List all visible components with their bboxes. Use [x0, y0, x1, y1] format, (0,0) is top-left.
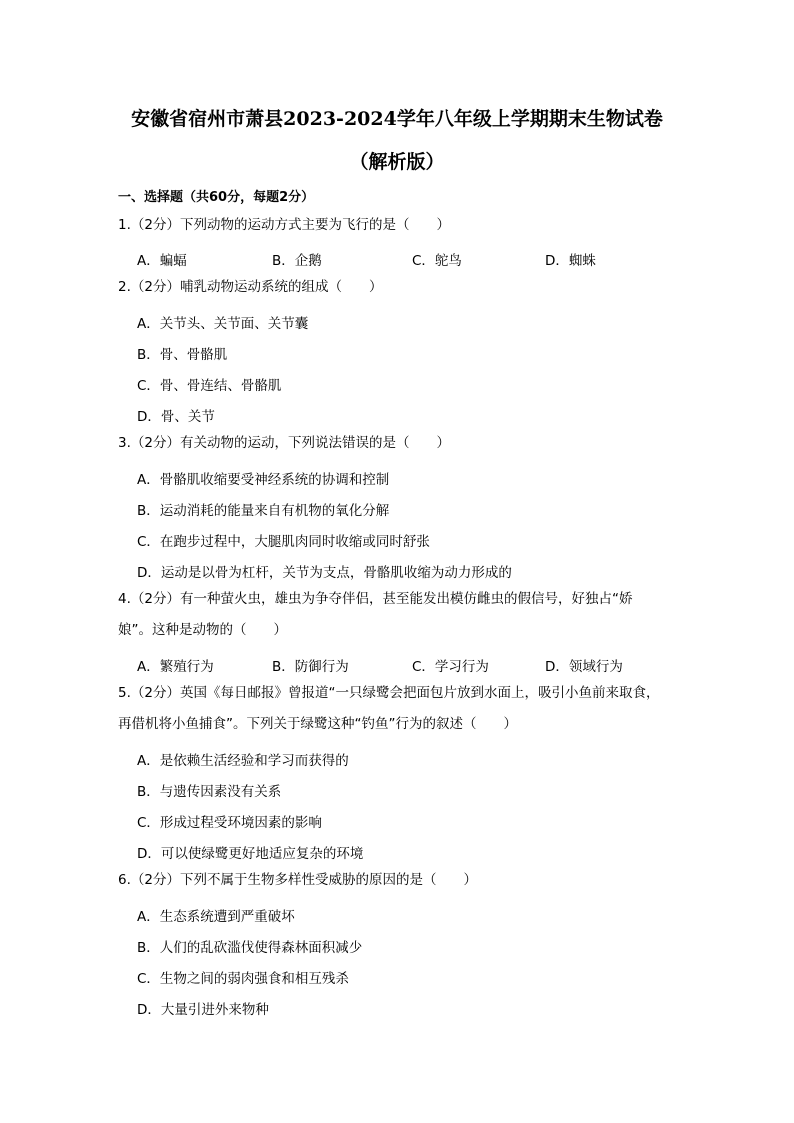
question-2-option-a[interactable]: A．关节头、关节面、关节囊: [137, 316, 309, 332]
question-5-option-a[interactable]: A．是依赖生活经验和学习而获得的: [137, 753, 349, 769]
question-4-option-c[interactable]: C．学习行为: [412, 659, 489, 675]
question-6-option-a[interactable]: A．生态系统遭到严重破坏: [137, 909, 295, 925]
question-6-stem: 6.（2分）下列不属于生物多样性受威胁的原因的是（ ）: [118, 872, 477, 888]
question-5-stem: [118, 678, 678, 740]
question-4-stem-line-2: 娘”。这种是动物的（ ）: [118, 622, 287, 638]
question-2-option-b[interactable]: B．骨、骨骼肌: [137, 347, 228, 363]
question-3-option-d[interactable]: D．运动是以骨为杠杆，关节为支点，骨骼肌收缩为动力形成的: [137, 565, 512, 581]
question-3-option-b[interactable]: B．运动消耗的能量来自有机物的氧化分解: [137, 503, 390, 519]
question-4-option-d[interactable]: D．领域行为: [545, 659, 623, 675]
section-heading: 一、选择题（共60分，每题2分）: [118, 190, 315, 205]
question-6-option-d[interactable]: D．大量引进外来物种: [137, 1002, 269, 1018]
question-1-option-a[interactable]: A．蝙蝠: [137, 253, 187, 269]
question-4-option-b[interactable]: B．防御行为: [272, 659, 349, 675]
question-4-stem: [118, 584, 678, 646]
question-5-option-d[interactable]: D．可以使绿鹭更好地适应复杂的环境: [137, 846, 364, 862]
question-3-option-c[interactable]: C．在跑步过程中，大腿肌肉同时收缩或同时舒张: [137, 534, 430, 550]
exam-title: 安徽省宿州市萧县2023-2024学年八年级上学期期末生物试卷: [131, 108, 663, 130]
question-3-option-a[interactable]: A．骨骼肌收缩要受神经系统的协调和控制: [137, 472, 390, 488]
question-2-stem: 2.（2分）哺乳动物运动系统的组成（ ）: [118, 279, 383, 295]
question-2-option-c[interactable]: C．骨、骨连结、骨骼肌: [137, 378, 282, 394]
question-5-option-b[interactable]: B．与遗传因素没有关系: [137, 784, 282, 800]
question-5-stem-line-1: 5.（2分）英国《每日邮报》曾报道“一只绿鹭会把面包片放到水面上，吸引小鱼前来取食，: [118, 685, 660, 701]
question-5-stem-line-2: 再借机将小鱼捕食”。下列关于绿鹭这种“钓鱼”行为的叙述（ ）: [118, 716, 517, 732]
question-1-option-c[interactable]: C．鸵鸟: [412, 253, 462, 269]
question-1-stem: 1.（2分）下列动物的运动方式主要为飞行的是（ ）: [118, 217, 450, 233]
exam-subtitle: （解析版）: [349, 151, 445, 173]
question-4-option-a[interactable]: A．繁殖行为: [137, 659, 214, 675]
question-4-stem-line-1: 4.（2分）有一种萤火虫，雄虫为争夺伴侣，甚至能发出模仿雌虫的假信号，好独占“娇: [118, 591, 633, 607]
question-1-option-b[interactable]: B．企鹅: [272, 253, 322, 269]
question-6-option-c[interactable]: C．生物之间的弱肉强食和相互残杀: [137, 971, 349, 987]
question-1-option-d[interactable]: D．蜘蛛: [545, 253, 596, 269]
question-3-stem: 3.（2分）有关动物的运动，下列说法错误的是（ ）: [118, 435, 450, 451]
question-2-option-d[interactable]: D．骨、关节: [137, 409, 215, 425]
question-6-option-b[interactable]: B．人们的乱砍滥伐使得森林面积减少: [137, 940, 363, 956]
question-5-option-c[interactable]: C．形成过程受环境因素的影响: [137, 815, 322, 831]
